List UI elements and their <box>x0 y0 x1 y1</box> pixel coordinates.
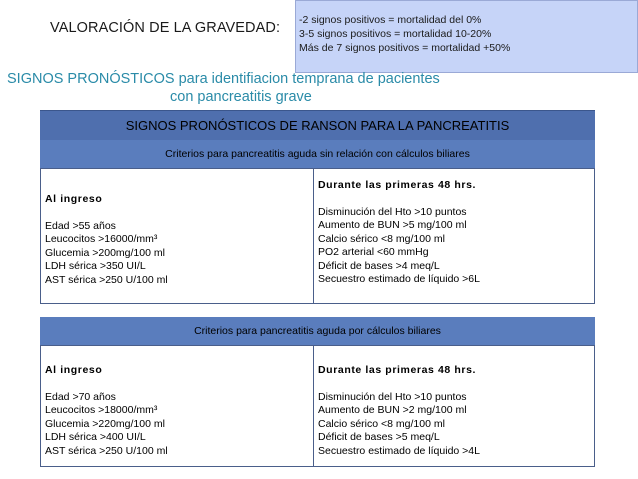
mortality-line: -2 signos positivos = mortalidad del 0% <box>299 14 482 26</box>
first-48h-column <box>314 169 594 303</box>
criterion-item: Aumento de BUN >5 mg/100 ml <box>318 219 467 231</box>
first-48h-heading: Durante las primeras 48 hrs. <box>318 364 477 376</box>
criterion-item: Secuestro estimado de líquido >6L <box>318 273 480 285</box>
criterion-item: Calcio sérico <8 mg/100 ml <box>318 232 445 245</box>
criterion-item: AST sérica >250 U/100 ml <box>45 273 168 286</box>
criterion-item: Edad >70 años <box>45 390 116 403</box>
ranson-table-title: SIGNOS PRONÓSTICOS DE RANSON PARA LA PANCREATITIS <box>40 110 595 140</box>
criterion-item: Leucocitos >18000/mm³ <box>45 404 158 416</box>
admission-column <box>41 169 314 303</box>
subtitle-line-1: SIGNOS PRONÓSTICOS para identifiacion temprana de pacientes <box>7 71 440 87</box>
criteria-panel-biliary <box>40 345 595 467</box>
mortality-line: 3-5 signos positivos = mortalidad 10-20% <box>299 28 492 40</box>
criterion-item: Glucemia >220mg/100 ml <box>45 417 165 430</box>
criterion-item: Edad >55 años <box>45 219 116 232</box>
first-48h-heading: Durante las primeras 48 hrs. <box>318 179 477 191</box>
criteria-panel-non-biliary <box>40 168 595 304</box>
admission-heading: Al ingreso <box>45 193 103 205</box>
criterion-item: Disminución del Hto >10 puntos <box>318 390 467 403</box>
first-48h-column <box>314 346 594 466</box>
criterion-item: Leucocitos >16000/mm³ <box>45 233 158 245</box>
page-title: VALORACIÓN DE LA GRAVEDAD: <box>50 20 281 36</box>
criterion-item: Disminución del Hto >10 puntos <box>318 205 467 218</box>
admission-column <box>41 346 314 466</box>
admission-heading: Al ingreso <box>45 364 103 376</box>
criteria-header-non-biliary: Criterios para pancreatitis aguda sin relación con cálculos biliares <box>40 140 595 168</box>
criterion-item: AST sérica >250 U/100 ml <box>45 444 168 457</box>
criterion-item: Déficit de bases >4 meq/L <box>318 259 440 272</box>
mortality-line: Más de 7 signos positivos = mortalidad +50% <box>299 42 511 54</box>
criterion-item: LDH sérica >350 UI/L <box>45 260 146 272</box>
criterion-item: Aumento de BUN >2 mg/100 ml <box>318 404 467 416</box>
criteria-header-biliary: Criterios para pancreatitis aguda por cálculos biliares <box>40 317 595 345</box>
criterion-item: Secuestro estimado de líquido >4L <box>318 444 480 457</box>
criterion-item: Glucemia >200mg/100 ml <box>45 246 165 259</box>
mortality-info-box <box>295 0 638 73</box>
criterion-item: Calcio sérico <8 mg/100 ml <box>318 417 445 430</box>
subtitle-line-2: con pancreatitis grave <box>170 89 312 105</box>
subtitle <box>7 70 527 106</box>
criterion-item: Déficit de bases >5 meq/L <box>318 431 440 443</box>
criterion-item: PO2 arterial <60 mmHg <box>318 246 429 258</box>
criterion-item: LDH sérica >400 UI/L <box>45 431 146 443</box>
